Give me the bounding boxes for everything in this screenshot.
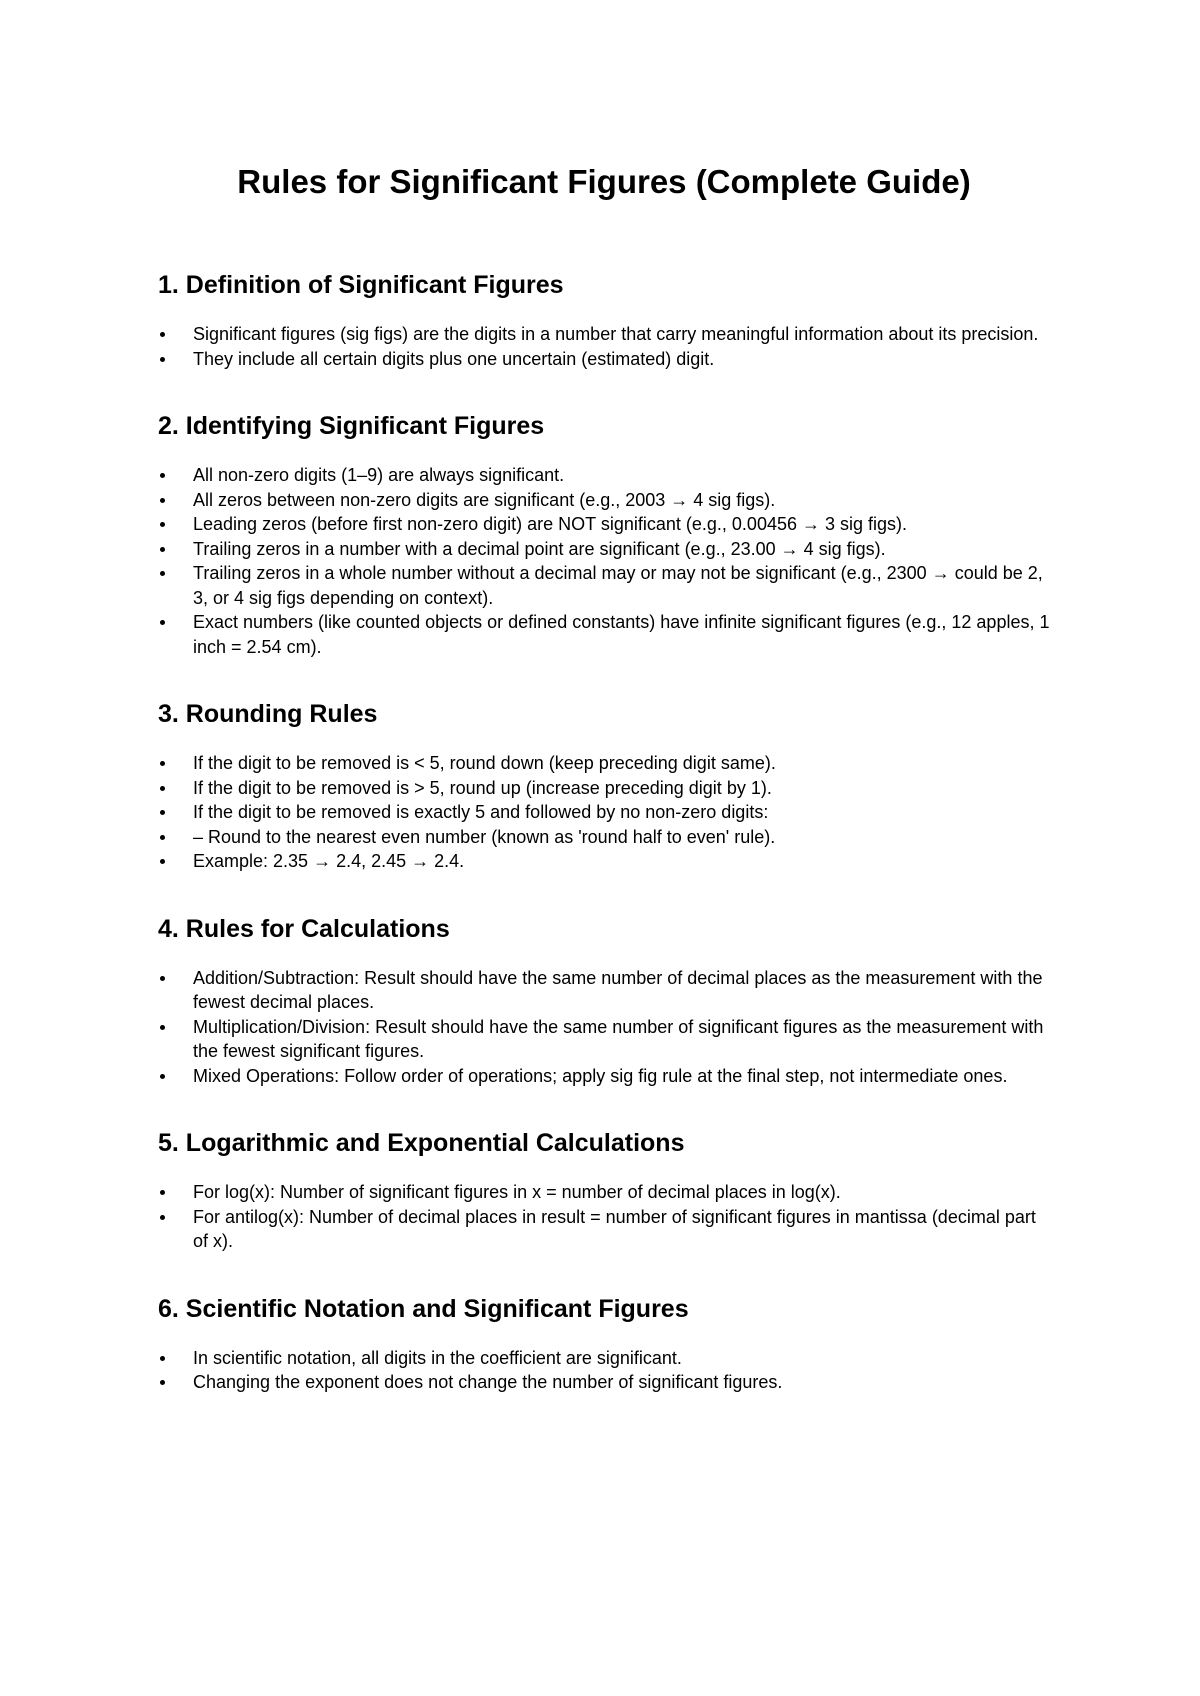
bullet-item	[158, 849, 1050, 874]
bullet-icon	[160, 786, 165, 791]
bullet-icon	[160, 473, 165, 478]
bullet-item	[158, 751, 1050, 776]
bullet-icon	[160, 1074, 165, 1079]
bullet-text: If the digit to be removed is > 5, round up (increase preceding digit by 1).	[193, 777, 772, 798]
section-definition	[158, 268, 1050, 371]
bullet-icon	[160, 332, 165, 337]
bullet-text: In scientific notation, all digits in the coefficient are significant.	[193, 1347, 682, 1368]
section-heading: 2. Identifying Significant Figures	[158, 412, 545, 440]
bullet-item	[158, 463, 1050, 488]
bullet-icon	[160, 1356, 165, 1361]
bullet-text: They include all certain digits plus one uncertain (estimated) digit.	[193, 348, 715, 369]
section-logarithmic	[158, 1126, 1050, 1254]
bullet-item	[158, 512, 1050, 537]
bullet-list	[158, 322, 1050, 371]
bullet-item	[158, 800, 1050, 825]
bullet-icon	[160, 1215, 165, 1220]
bullet-text: For antilog(x): Number of decimal places in result = number of significant figures in mantissa (decimal part of x).	[193, 1206, 1036, 1251]
bullet-item	[158, 488, 1050, 513]
bullet-text: Trailing zeros in a whole number without a decimal may or may not be significant (e.g., 2300 → could be 2, 3, or 4 sig figs depending on context).	[193, 563, 1043, 608]
bullet-icon	[160, 522, 165, 527]
bullet-list	[158, 1180, 1050, 1254]
bullet-item	[158, 776, 1050, 801]
bullet-icon	[160, 835, 165, 840]
bullet-text: – Round to the nearest even number (known as 'round half to even' rule).	[193, 826, 776, 847]
bullet-list	[158, 463, 1050, 659]
bullet-item	[158, 347, 1050, 372]
bullet-icon	[160, 498, 165, 503]
bullet-text: If the digit to be removed is exactly 5 and followed by no non-zero digits:	[193, 802, 769, 822]
bullet-item	[158, 1064, 1050, 1089]
bullet-item	[158, 322, 1050, 347]
section-heading: 3. Rounding Rules	[158, 700, 378, 728]
bullet-icon	[160, 620, 165, 625]
bullet-icon	[160, 976, 165, 981]
bullet-icon	[160, 1190, 165, 1195]
bullet-item	[158, 825, 1050, 850]
bullet-item	[158, 1205, 1050, 1254]
bullet-list	[158, 966, 1050, 1089]
bullet-text: Example: 2.35 → 2.4, 2.45 → 2.4.	[193, 851, 465, 871]
bullet-text: For log(x): Number of significant figures in x = number of decimal places in log(x).	[193, 1182, 841, 1202]
bullet-item	[158, 610, 1050, 659]
section-heading: 6. Scientific Notation and Significant Figures	[158, 1294, 689, 1323]
bullet-item	[158, 1015, 1050, 1064]
bullet-text: All non-zero digits (1–9) are always significant.	[193, 465, 565, 485]
section-scientific-notation	[158, 1292, 1050, 1395]
bullet-item	[158, 537, 1050, 562]
bullet-item	[158, 561, 1050, 610]
bullet-text: Leading zeros (before first non-zero digit) are NOT significant (e.g., 0.00456 → 3 sig figs).	[193, 514, 908, 534]
section-calculations	[158, 912, 1050, 1089]
section-heading: 4. Rules for Calculations	[158, 914, 450, 943]
bullet-text: Addition/Subtraction: Result should have the same number of decimal places as the measurement with the fewest decimal places.	[193, 967, 1043, 1012]
bullet-item	[158, 1346, 1050, 1371]
bullet-icon	[160, 761, 165, 766]
bullet-text: If the digit to be removed is < 5, round down (keep preceding digit same).	[193, 753, 776, 773]
section-rounding	[158, 697, 1050, 874]
document-title: Rules for Significant Figures (Complete Guide)	[237, 163, 971, 200]
section-identifying	[158, 409, 1050, 659]
bullet-icon	[160, 571, 165, 576]
bullet-list	[158, 1346, 1050, 1395]
bullet-list	[158, 751, 1050, 874]
bullet-text: Multiplication/Division: Result should have the same number of significant figures as the measurement with the fewest significant figures.	[193, 1016, 1044, 1061]
bullet-text: Mixed Operations: Follow order of operations; apply sig fig rule at the final step, not intermediate ones.	[193, 1065, 1008, 1086]
section-heading: 5. Logarithmic and Exponential Calculations	[158, 1129, 685, 1157]
bullet-item	[158, 1180, 1050, 1205]
bullet-icon	[160, 357, 165, 362]
bullet-text: All zeros between non-zero digits are significant (e.g., 2003 → 4 sig figs).	[193, 489, 776, 510]
bullet-icon	[160, 810, 165, 815]
bullet-item	[158, 1370, 1050, 1395]
bullet-icon	[160, 1025, 165, 1030]
bullet-item	[158, 966, 1050, 1015]
bullet-icon	[160, 1380, 165, 1385]
section-heading: 1. Definition of Significant Figures	[158, 271, 564, 299]
bullet-text: Trailing zeros in a number with a decimal point are significant (e.g., 23.00 → 4 sig figs).	[193, 538, 886, 559]
bullet-text: Exact numbers (like counted objects or defined constants) have infinite significant figures (e.g., 12 apples, 1 inch = 2.54 cm).	[193, 612, 1050, 657]
bullet-text: Significant figures (sig figs) are the digits in a number that carry meaningful information about its precision.	[193, 324, 1039, 344]
bullet-text: Changing the exponent does not change the number of significant figures.	[193, 1372, 783, 1392]
bullet-icon	[160, 547, 165, 552]
bullet-icon	[160, 859, 165, 864]
